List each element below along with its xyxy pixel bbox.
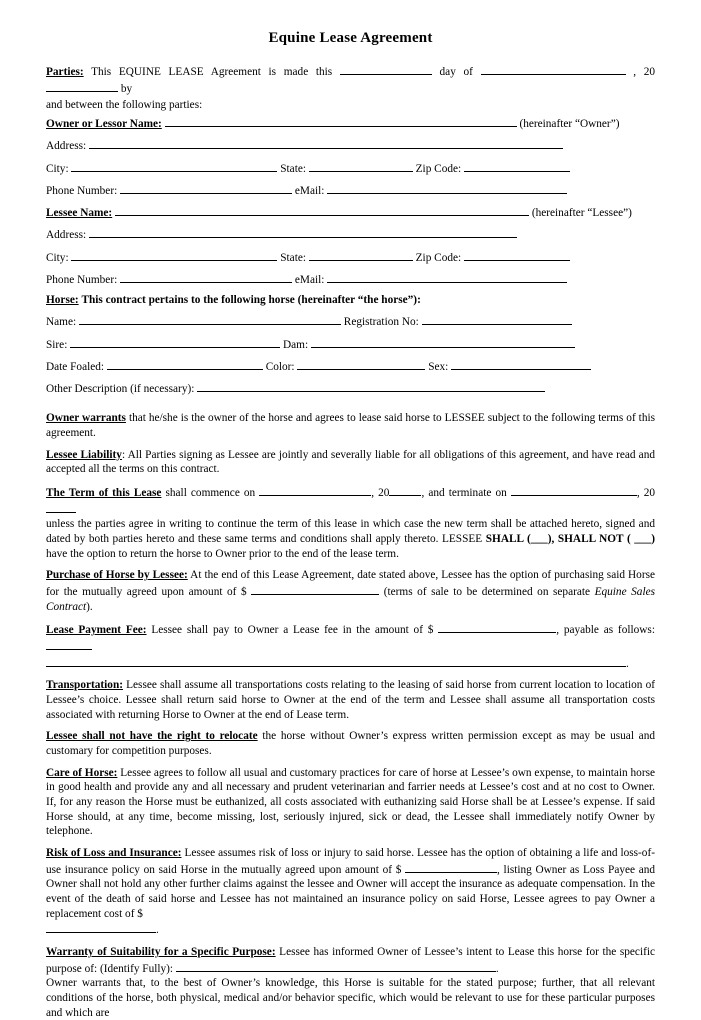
lessee-zip-input[interactable]	[464, 249, 570, 261]
lessee-phone-row	[46, 271, 655, 288]
horse-date-foaled-input[interactable]	[107, 358, 263, 370]
clause-care-body: Lessee agrees to follow all usual and customary practices for care of horse at Lessee’s own expense, to maintain horse in good health and provide any and all necessary and prudent veterinarian and farrier needs at Lessee’s cost and at no cost to Owner. If, for any reason the Horse must be euthanized, all costs associated with euthanizing said Horse shall be at Lessee’s expense. If said Horse should, at any time, become missing, lost, seriously injured, sick or dead, the Lessee shall immediately notify Owner by telephone.	[46, 766, 655, 838]
horse-other-label: Other Description (if necessary):	[46, 383, 195, 396]
owner-address-row	[46, 137, 655, 154]
parties-continuation: and between the following parties:	[46, 99, 203, 112]
lease-fee-amount-blank[interactable]	[438, 621, 556, 633]
clause-purchase	[46, 568, 655, 614]
term-start-year-blank[interactable]	[389, 484, 421, 496]
clause-relocate-body: the horse without Owner’s express written permission except as may be usual and customary for competition purposes.	[46, 730, 655, 758]
clause-term-t5: unless the parties agree in writing to continue the term of this lease in which case the new term shall be attached hereto, signed and dated by both parties hereto and these same terms and conditions shall apply thereto. LESSEE	[46, 518, 655, 545]
clause-owner-warrants-lead: Owner warrants	[46, 412, 126, 425]
horse-date-foaled-row	[46, 358, 655, 375]
clause-lease-payment-lead: Lease Payment Fee:	[46, 624, 147, 637]
risk-insurance-amount-blank[interactable]	[405, 861, 497, 873]
clause-term-shall[interactable]: SHALL (___), SHALL NOT ( ___)	[485, 532, 655, 545]
lease-fee-terms-blank-2[interactable]	[46, 655, 626, 667]
clause-owner-warrants-body: that he/she is the owner of the horse and agrees to lease said horse to LESSEE subject to the following terms of this agreement.	[46, 412, 656, 439]
clause-warranty	[46, 945, 655, 1020]
owner-state-input[interactable]	[309, 160, 413, 172]
lessee-state-label: State:	[280, 251, 306, 264]
lessee-name-input[interactable]	[115, 204, 529, 216]
owner-name-label: Owner or Lessor Name:	[46, 118, 162, 131]
clause-term	[46, 484, 655, 561]
page-title: Equine Lease Agreement	[268, 30, 433, 46]
horse-heading-row	[46, 293, 655, 308]
owner-email-label: eMail:	[294, 184, 325, 197]
lessee-name-label: Lessee Name:	[46, 207, 113, 220]
clause-lessee-liability-lead: Lessee Liability	[46, 448, 122, 461]
clause-lessee-liability	[46, 448, 655, 477]
clause-risk-t1: Lessee assumes risk of loss or injury to said horse. Lessee has the option of obtaining a life and loss-of-use insurance policy on said Horse in the mutually agreed upon amount of $	[46, 847, 655, 876]
parties-text-1: This EQUINE LEASE Agreement is made this	[91, 66, 333, 78]
clause-transportation-body: Lessee shall assume all transportations costs relating to the leasing of said horse from current location to location of Lessee’s choice. Lessee shall return said horse to Owner at the end of the term and Lessee shall assume all transportation costs associated with returning Horse to Owner at the end of Lease term.	[46, 679, 655, 721]
horse-sex-label: Sex:	[428, 360, 449, 373]
clause-purchase-t2: (terms of sale to be determined on separate	[379, 585, 595, 598]
parties-month-blank[interactable]	[481, 63, 626, 75]
clause-risk-lead: Risk of Loss and Insurance:	[46, 847, 182, 860]
horse-other-row	[46, 380, 655, 397]
owner-zip-input[interactable]	[464, 160, 570, 172]
clause-term-t7: have the option to return the horse to Owner prior to the end of the lease term.	[46, 547, 399, 560]
horse-color-input[interactable]	[297, 358, 425, 370]
horse-label: Horse:	[46, 294, 79, 307]
owner-city-row	[46, 160, 655, 177]
owner-address-input[interactable]	[89, 137, 563, 149]
owner-zip-label: Zip Code:	[415, 162, 462, 175]
term-end-year-blank[interactable]	[46, 501, 76, 513]
lessee-phone-label: Phone Number:	[46, 273, 118, 286]
clause-transportation	[46, 678, 655, 722]
clause-risk-t3: .	[156, 924, 159, 937]
owner-email-input[interactable]	[327, 182, 567, 194]
clause-relocate-lead: Lessee shall not have the right to relocate	[46, 730, 258, 743]
owner-city-label: City:	[46, 162, 69, 175]
clause-transportation-lead: Transportation:	[46, 679, 123, 692]
horse-registration-label: Registration No:	[343, 316, 419, 329]
owner-name-suffix: (hereinafter “Owner”)	[519, 118, 620, 131]
owner-name-input[interactable]	[165, 115, 517, 127]
clause-lessee-liability-body: : All Parties signing as Lessee are jointly and severally liable for all obligations of this agreement, and have read and accepted all the terms on this contract.	[46, 448, 655, 476]
term-start-date-blank[interactable]	[259, 484, 371, 496]
lessee-address-input[interactable]	[89, 226, 517, 238]
clause-purchase-t4: ).	[86, 600, 93, 613]
horse-name-label: Name:	[46, 316, 77, 329]
clause-term-t4: , 20	[636, 486, 655, 499]
owner-phone-row	[46, 182, 655, 199]
owner-city-input[interactable]	[71, 160, 277, 172]
clause-warranty-t2: .	[495, 962, 499, 975]
owner-address-label: Address:	[46, 140, 87, 153]
clause-term-t1: shall commence on	[161, 486, 260, 499]
clause-purchase-contract-name: Equine Sales Contract	[46, 585, 655, 613]
owner-state-label: State:	[280, 162, 306, 175]
lessee-zip-label: Zip Code:	[415, 251, 462, 264]
lessee-city-label: City:	[46, 251, 69, 264]
clause-care	[46, 766, 655, 839]
horse-date-foaled-label: Date Foaled:	[46, 360, 105, 373]
owner-name-row	[46, 115, 655, 132]
lease-fee-terms-blank-1[interactable]	[46, 638, 92, 650]
clause-warranty-t3: Owner warrants that, to the best of Owner’s knowledge, this Horse is suitable for the stated purpose; further, that all relevant conditions of the horse, both physical, medical and/or behavior specific, which would be relevant to use for these particular purposes and which are	[46, 977, 655, 1019]
lessee-name-suffix: (hereinafter “Lessee”)	[531, 207, 632, 220]
clause-lease-payment	[46, 621, 655, 671]
parties-year-blank[interactable]	[46, 80, 118, 92]
horse-sire-row	[46, 336, 655, 353]
clause-lease-payment-t3: .	[626, 657, 629, 670]
term-end-date-blank[interactable]	[511, 484, 637, 496]
clause-lease-payment-t2: , payable as follows:	[556, 624, 655, 637]
clause-term-lead: The Term of this Lease	[46, 486, 162, 499]
parties-date-blank[interactable]	[340, 63, 432, 75]
horse-dam-label: Dam:	[283, 338, 309, 351]
horse-heading: This contract pertains to the following horse (hereinafter “the horse”):	[81, 294, 421, 307]
clause-term-t2: , 20	[371, 486, 390, 499]
horse-sire-input[interactable]	[70, 336, 280, 348]
clause-warranty-t1: Lessee has informed Owner of Lessee’s intent to Lease this horse for the specific purpose of: (Identify Fully):	[46, 946, 655, 975]
horse-name-row	[46, 313, 655, 330]
parties-text-3: , 20	[633, 66, 656, 78]
horse-dam-input[interactable]	[311, 336, 575, 348]
clause-lease-payment-t1: Lessee shall pay to Owner a Lease fee in the amount of $	[146, 624, 439, 637]
lessee-address-label: Address:	[46, 229, 87, 242]
clause-risk	[46, 846, 655, 938]
lessee-email-input[interactable]	[327, 271, 567, 283]
warranty-purpose-blank[interactable]	[176, 960, 496, 972]
parties-text-4: by	[120, 82, 133, 95]
clause-purchase-lead: Purchase of Horse by Lessee:	[46, 569, 188, 582]
parties-paragraph	[46, 63, 655, 96]
purchase-amount-blank[interactable]	[251, 583, 379, 595]
lessee-city-input[interactable]	[71, 249, 277, 261]
clause-warranty-lead: Warranty of Suitability for a Specific Purpose:	[46, 946, 276, 959]
clause-term-t3: , and terminate on	[421, 486, 511, 499]
lessee-city-row	[46, 249, 655, 266]
clause-risk-t2: , listing Owner as Loss Payee and Owner shall not hold any other further claims against the lessee and Owner will accept the insurance as adequate compensation. In the event of the death of said horse and Lessee has not maintained an insurance policy on said Horse, Lessee agrees to pay Owner a replacement cost of $	[46, 863, 656, 920]
horse-sire-label: Sire:	[46, 338, 68, 351]
parties-text-2: day of	[439, 66, 473, 78]
spacer-1	[46, 402, 655, 411]
clause-owner-warrants	[46, 411, 655, 440]
owner-phone-label: Phone Number:	[46, 184, 118, 197]
lessee-state-input[interactable]	[309, 249, 413, 261]
horse-sex-input[interactable]	[451, 358, 591, 370]
clause-care-lead: Care of Horse:	[46, 766, 118, 779]
lessee-name-row	[46, 204, 655, 221]
clause-relocate	[46, 729, 655, 758]
lessee-phone-input[interactable]	[120, 271, 292, 283]
horse-name-input[interactable]	[79, 313, 341, 325]
horse-color-label: Color:	[265, 360, 295, 373]
horse-other-input[interactable]	[197, 380, 545, 392]
lessee-address-row	[46, 226, 655, 243]
clause-purchase-t1: At the end of this Lease Agreement, date stated above, Lessee has the option of purchasing said Horse for the mutually agreed upon amount of $	[46, 569, 655, 598]
lessee-email-label: eMail:	[294, 273, 325, 286]
parties-label: Parties:	[46, 66, 84, 78]
horse-registration-input[interactable]	[422, 313, 572, 325]
owner-phone-input[interactable]	[120, 182, 292, 194]
